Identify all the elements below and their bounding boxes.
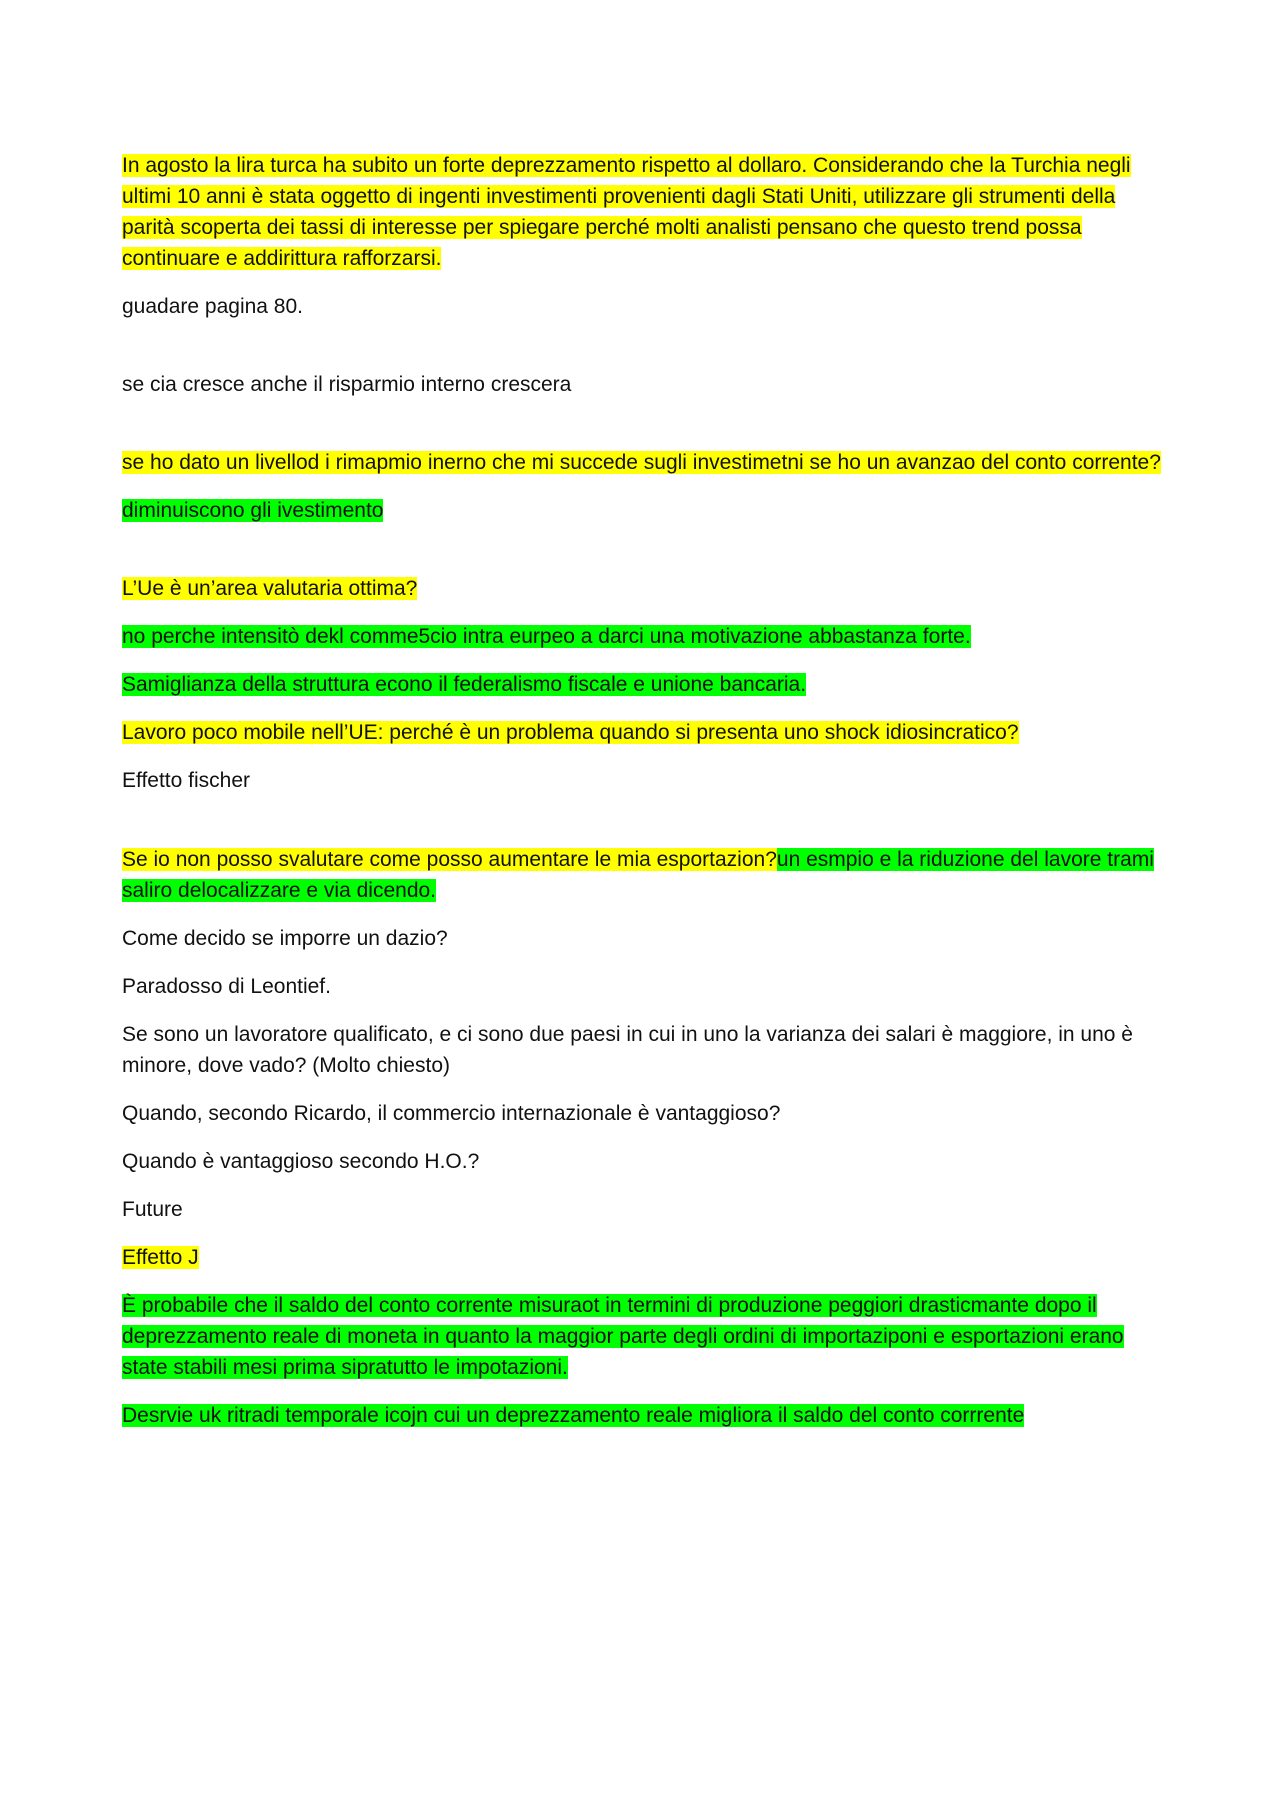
question-optimal-currency-area: [122, 573, 1172, 604]
highlighted-text: Se io non posso svalutare come posso aumentare le mia esportazion?: [122, 848, 777, 871]
highlighted-text: Lavoro poco mobile nell’UE: perché è un problema quando si presenta uno shock idiosincratico?: [122, 721, 1019, 744]
note-text: Effetto fischer: [122, 769, 251, 792]
note-page-reference: [122, 291, 1172, 322]
highlighted-text: Samiglianza della struttura econo il federalismo fiscale e unione bancaria.: [122, 673, 807, 696]
highlighted-text: È probabile che il saldo del conto corrente misuraot in termini di produzione peggiori drasticmante dopo il deprezzamento reale di moneta in quanto la maggior parte degli ordini di importaziponi e esportazioni erano state stabili mesi prima sipratutto le impotazioni.: [122, 1294, 1124, 1379]
question-labor-mobility: [122, 717, 1172, 748]
question-ho: [122, 1146, 1172, 1177]
answer-trade-intensity: [122, 621, 1172, 652]
note-text: Come decido se imporre un dazio?: [122, 927, 448, 950]
question-turkish-lira: [122, 150, 1172, 274]
question-tariff: [122, 923, 1172, 954]
highlighted-text: In agosto la lira turca ha subito un forte deprezzamento rispetto al dollaro. Considerando che la Turchia negli ultimi 10 anni è stata oggetto di ingenti investimenti provenienti dagli Stati Uniti, utilizzare gli strumenti della parità scoperta dei tassi di interesse per spiegare perché molti analisti pensano che questo trend possa continuare e addirittura rafforzarsi.: [122, 154, 1131, 270]
note-future: [122, 1194, 1172, 1225]
answer-structure-similarity: [122, 669, 1172, 700]
question-ricardo: [122, 1098, 1172, 1129]
highlighted-text: se ho dato un livellod i rimapmio inerno che mi succede sugli investimetni se ho un avanzao del conto corrente?: [122, 451, 1161, 474]
note-text: Quando, secondo Ricardo, il commercio internazionale è vantaggioso?: [122, 1102, 781, 1125]
note-text: Quando è vantaggioso secondo H.O.?: [122, 1150, 480, 1173]
highlighted-text: L’Ue è un’area valutaria ottima?: [122, 577, 418, 600]
highlighted-answer: un esmpio e la riduzione del lavore trami saliro delocalizzare e via dicendo.: [122, 848, 1154, 902]
note-text: Se sono un lavoratore qualificato, e ci sono due paesi in cui in uno la varianza dei salari è maggiore, in uno è minore, dove vado? (Molto chiesto): [122, 1023, 1133, 1077]
highlighted-text: Effetto J: [122, 1246, 199, 1269]
answer-j-effect-explanation: [122, 1290, 1172, 1383]
answer-j-effect-definition: [122, 1400, 1172, 1431]
note-text: Future: [122, 1198, 183, 1221]
highlighted-text: diminuiscono gli ivestimento: [122, 499, 384, 522]
question-current-account: [122, 447, 1172, 478]
answer-investment: [122, 495, 1172, 526]
note-savings: [122, 369, 1172, 400]
highlighted-text: no perche intensitò dekl comme5cio intra eurpeo a darci una motivazione abbastanza forte.: [122, 625, 971, 648]
highlighted-text: Desrvie uk ritradi temporale icojn cui un deprezzamento reale migliora il saldo del conto corrrente: [122, 1404, 1025, 1427]
heading-j-effect: [122, 1242, 1172, 1273]
note-fisher-effect: [122, 765, 1172, 796]
document-page: [122, 150, 1172, 1448]
question-skilled-worker: [122, 1019, 1172, 1081]
note-text: guadare pagina 80.: [122, 295, 303, 318]
note-text: se cia cresce anche il risparmio interno crescera: [122, 373, 572, 396]
question-devaluation-exports: [122, 844, 1172, 906]
note-text: Paradosso di Leontief.: [122, 975, 331, 998]
note-leontief: [122, 971, 1172, 1002]
